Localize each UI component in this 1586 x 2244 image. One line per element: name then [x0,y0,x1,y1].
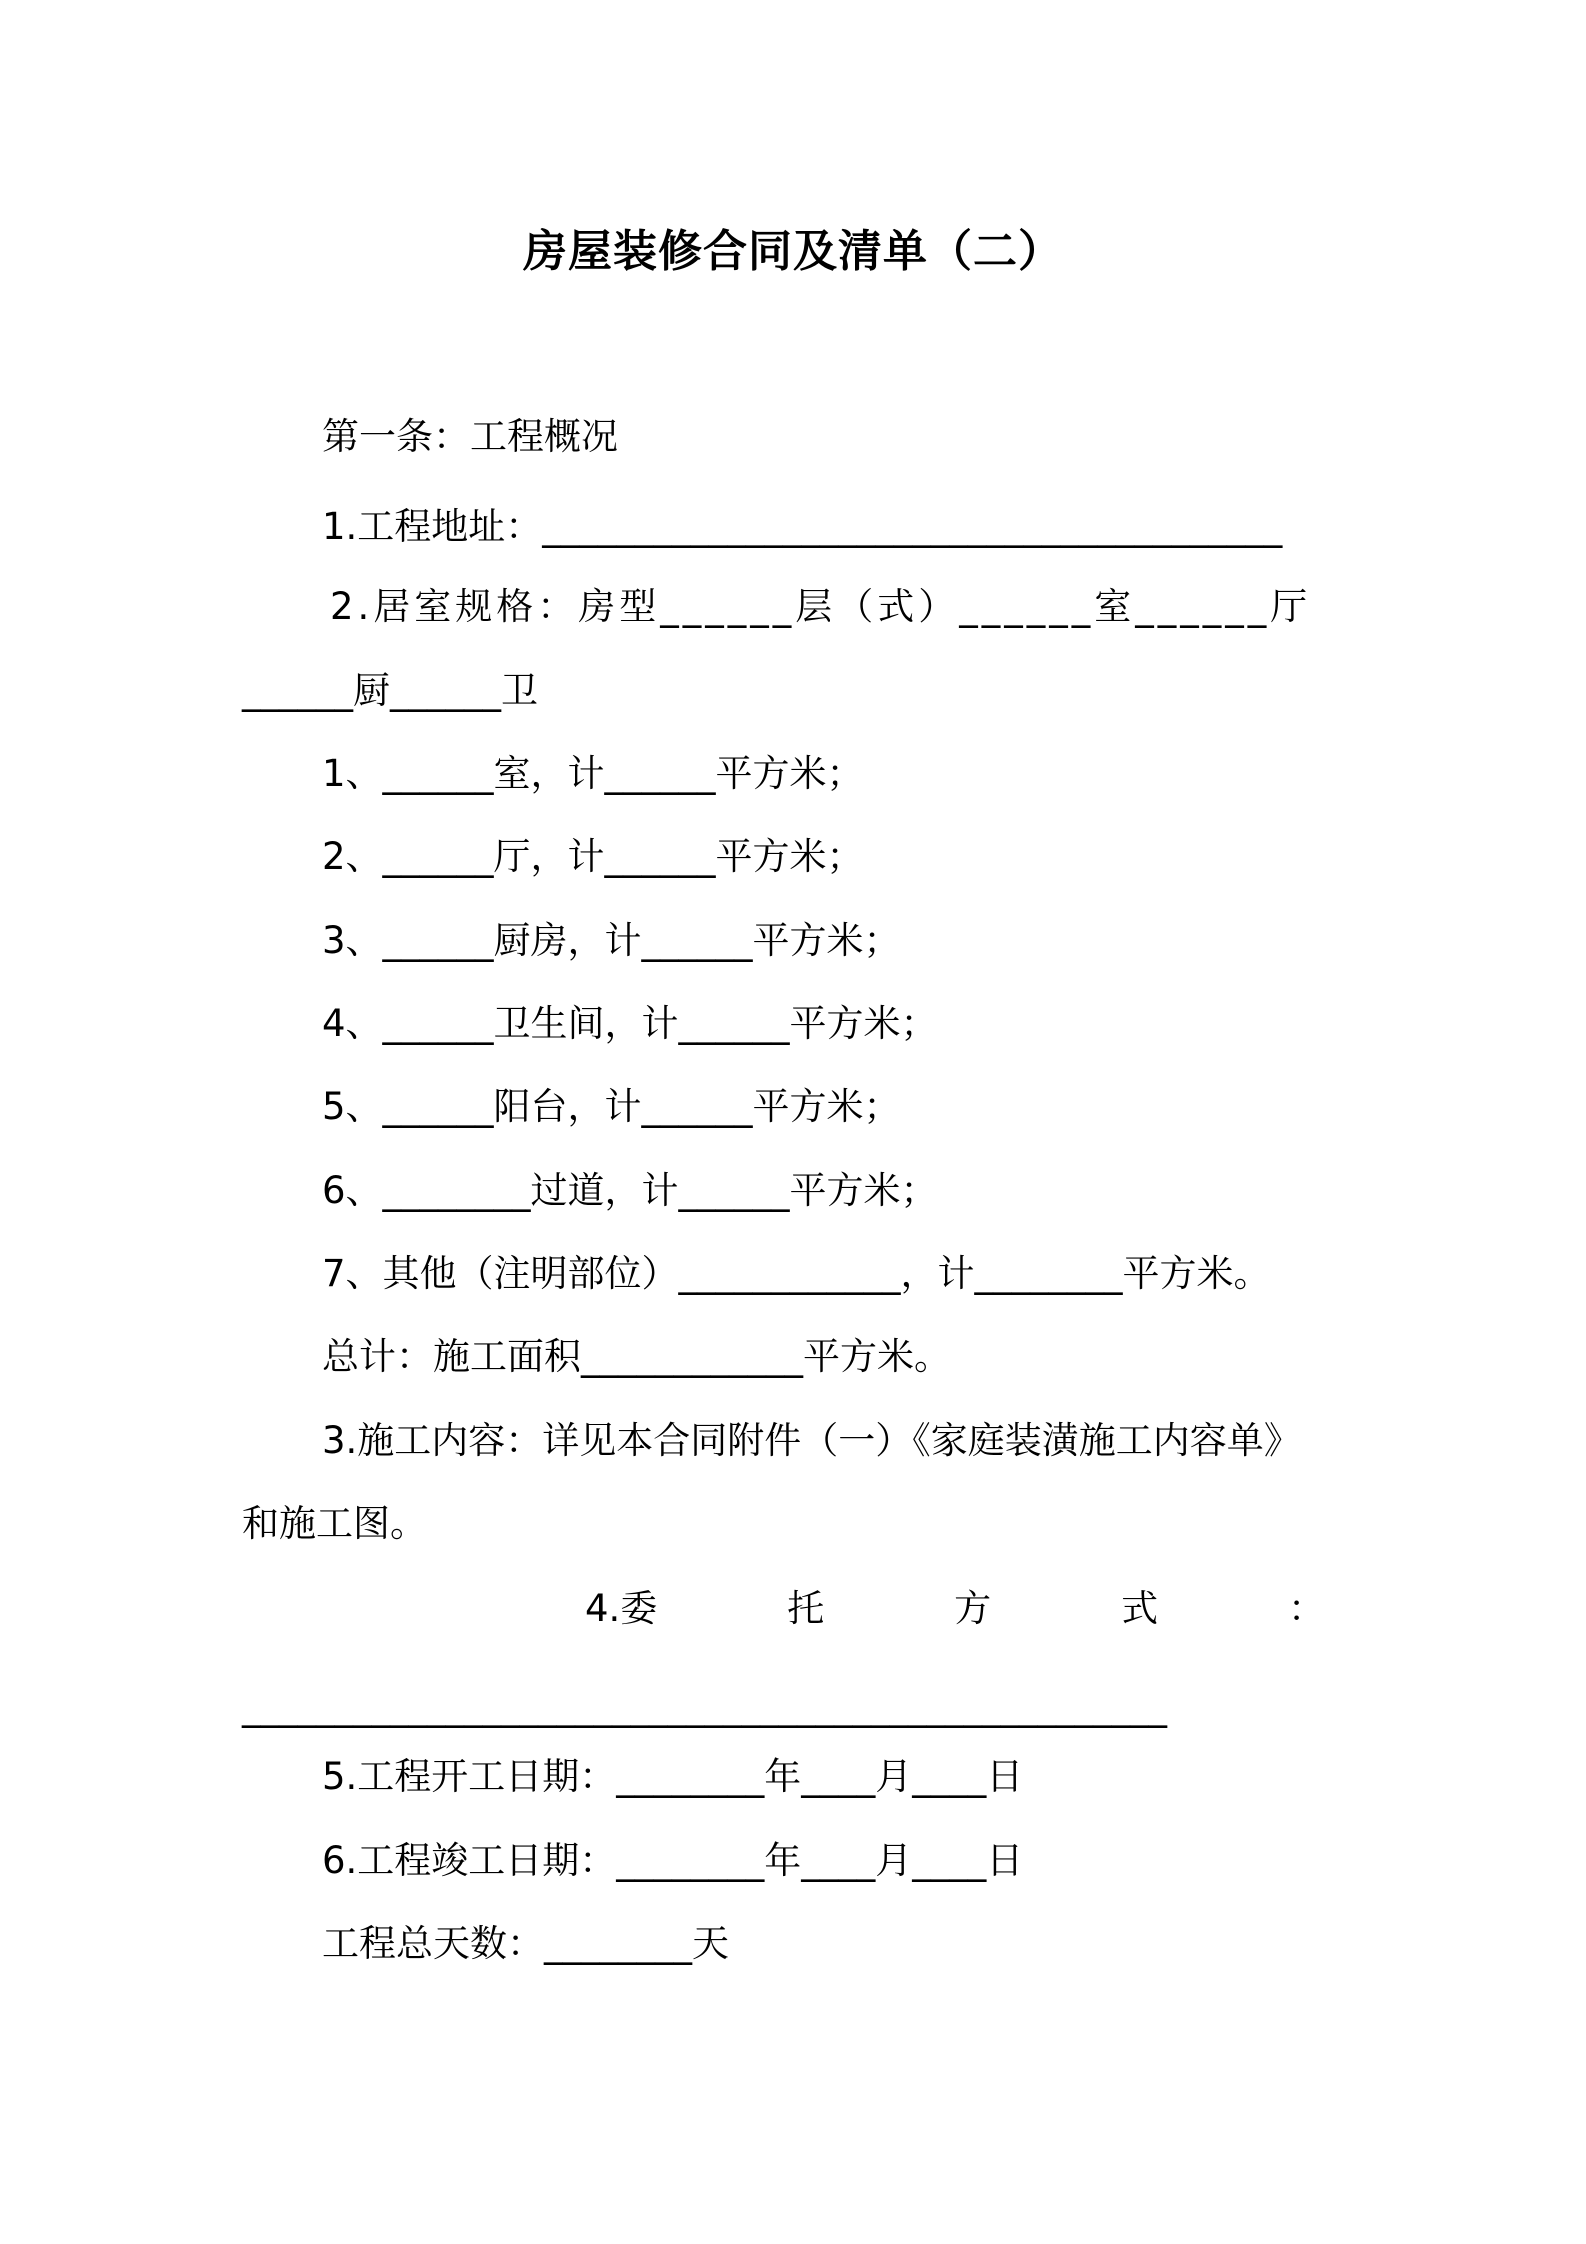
room-item-7: 7、其他（注明部位）____________，计________平方米。 [322,1252,1271,1295]
commission-method-part-1: 4.委 [585,1587,658,1630]
commission-method-part-4: 式 [1121,1587,1159,1630]
document-title: 房屋装修合同及清单（二） [523,226,1063,277]
room-item-5: 5、______阳台，计______平方米； [322,1085,901,1128]
project-address-line: 1.工程地址：________________________________________ [322,505,1283,548]
room-item-2: 2、______厅，计______平方米； [322,835,864,878]
room-item-1: 1、______室，计______平方米； [322,752,864,795]
room-spec-line: 2.居室规格：房型______层（式）______室______厅 [330,585,1312,628]
commission-method-part-3: 方 [954,1587,992,1630]
total-days-line: 工程总天数：________天 [322,1922,729,1965]
room-item-6: 6、________过道，计______平方米； [322,1169,938,1212]
construction-content-line: 3.施工内容：详见本合同附件（一）《家庭装潢施工内容单》 [322,1419,1301,1462]
completion-date-line: 6.工程竣工日期：________年____月____日 [322,1839,1024,1882]
commission-method-part-2: 托 [787,1587,825,1630]
commission-method-part-5: ： [1288,1587,1325,1630]
total-area-line: 总计：施工面积____________平方米。 [322,1335,951,1378]
start-date-line: 5.工程开工日期：________年____月____日 [322,1755,1024,1798]
commission-method-blank: __________________________________________________ [242,1685,1167,1728]
construction-content-continuation: 和施工图。 [242,1502,427,1545]
room-item-3: 3、______厨房，计______平方米； [322,919,901,962]
room-spec-continuation: ______厨______卫 [242,669,538,712]
room-item-4: 4、______卫生间，计______平方米； [322,1002,938,1045]
section-heading: 第一条：工程概况 [322,415,618,458]
commission-method-line [585,1587,1325,1630]
